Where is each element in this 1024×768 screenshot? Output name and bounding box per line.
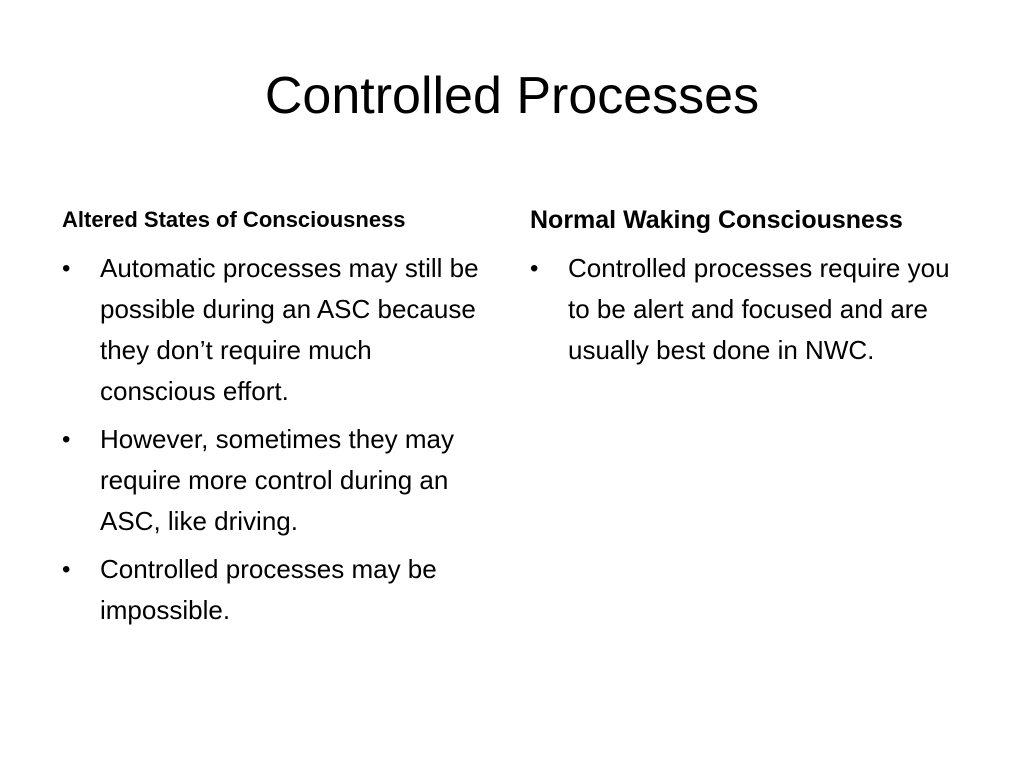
slide-title: Controlled Processes <box>264 67 760 125</box>
bullet-text: Controlled processes may be impossible. <box>100 554 437 625</box>
bullet-text: However, sometimes they may require more control during an ASC, like driving. <box>100 424 455 536</box>
list-item <box>62 248 482 412</box>
list-item <box>530 248 970 371</box>
bullet-text: Controlled processes require you to be alert and focused and are usually best done in NWC. <box>568 253 950 365</box>
bullet-text: Automatic processes may still be possible during an ASC because they don’t require much conscious effort. <box>100 253 479 406</box>
bullet-icon: • <box>62 556 71 583</box>
right-column <box>530 198 970 378</box>
bullet-icon: • <box>530 255 539 282</box>
bullet-icon: • <box>62 255 71 282</box>
list-item <box>62 549 482 631</box>
bullet-icon: • <box>62 426 71 453</box>
left-column <box>62 198 482 638</box>
right-column-heading: Normal Waking Consciousness <box>530 206 903 234</box>
left-column-heading: Altered States of Consciousness <box>62 207 406 232</box>
right-bullet-list <box>530 248 970 371</box>
list-item <box>62 419 482 542</box>
left-bullet-list <box>62 248 482 631</box>
